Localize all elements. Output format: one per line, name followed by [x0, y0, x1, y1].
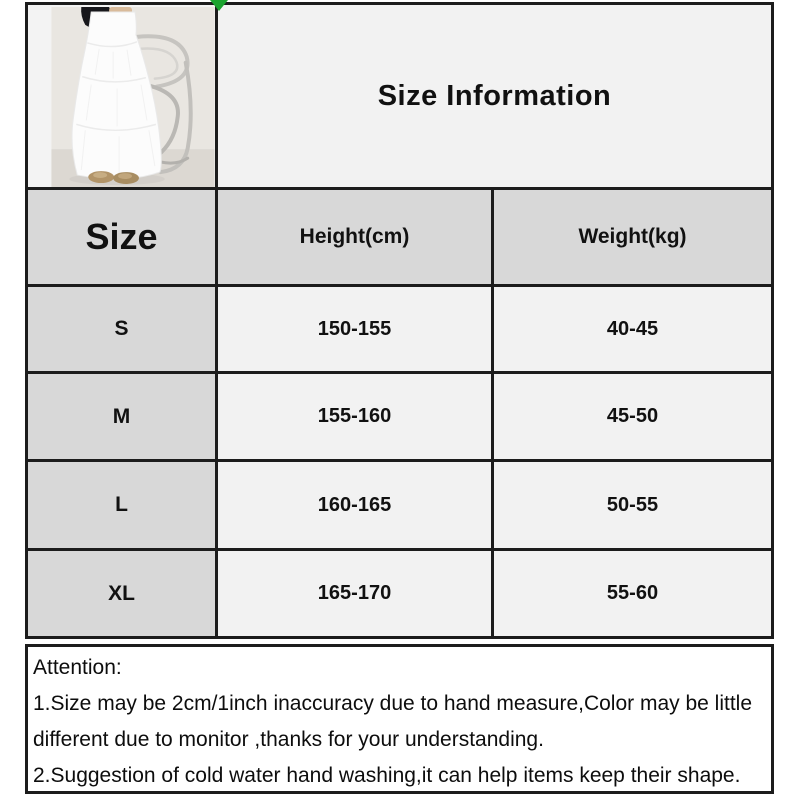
column-header-height: Height(cm): [218, 190, 494, 287]
attention-note-2: 2.Suggestion of cold water hand washing,it can help items keep their shape.: [33, 764, 741, 787]
table-row-l-height: 160-165: [218, 462, 494, 551]
size-information-title-cell: [218, 5, 774, 190]
product-image-cell: [28, 5, 218, 190]
column-header-size: Size: [28, 190, 218, 287]
page-title: Size Information: [377, 79, 612, 112]
green-corner-flag-icon: [210, 0, 228, 11]
table-row-m-weight: 45-50: [494, 374, 774, 462]
attention-notes: [25, 644, 774, 794]
column-header-weight: Weight(kg): [494, 190, 774, 287]
table-row-m-label: M: [28, 374, 218, 462]
table-row-m-height: 155-160: [218, 374, 494, 462]
product-photo: [51, 7, 215, 187]
attention-note-1: 1.Size may be 2cm/1inch inaccuracy due to hand measure,Color may be little different due to monitor ,thanks for your understanding.: [33, 692, 753, 751]
table-row-xl-height: 165-170: [218, 551, 494, 639]
table-row-s-label: S: [28, 287, 218, 374]
table-row-l-label: L: [28, 462, 218, 551]
table-row-l-weight: 50-55: [494, 462, 774, 551]
attention-heading: Attention:: [33, 656, 122, 679]
table-row-xl-weight: 55-60: [494, 551, 774, 639]
size-table: [25, 2, 774, 639]
table-row-s-weight: 40-45: [494, 287, 774, 374]
table-row-s-height: 150-155: [218, 287, 494, 374]
table-row-xl-label: XL: [28, 551, 218, 639]
